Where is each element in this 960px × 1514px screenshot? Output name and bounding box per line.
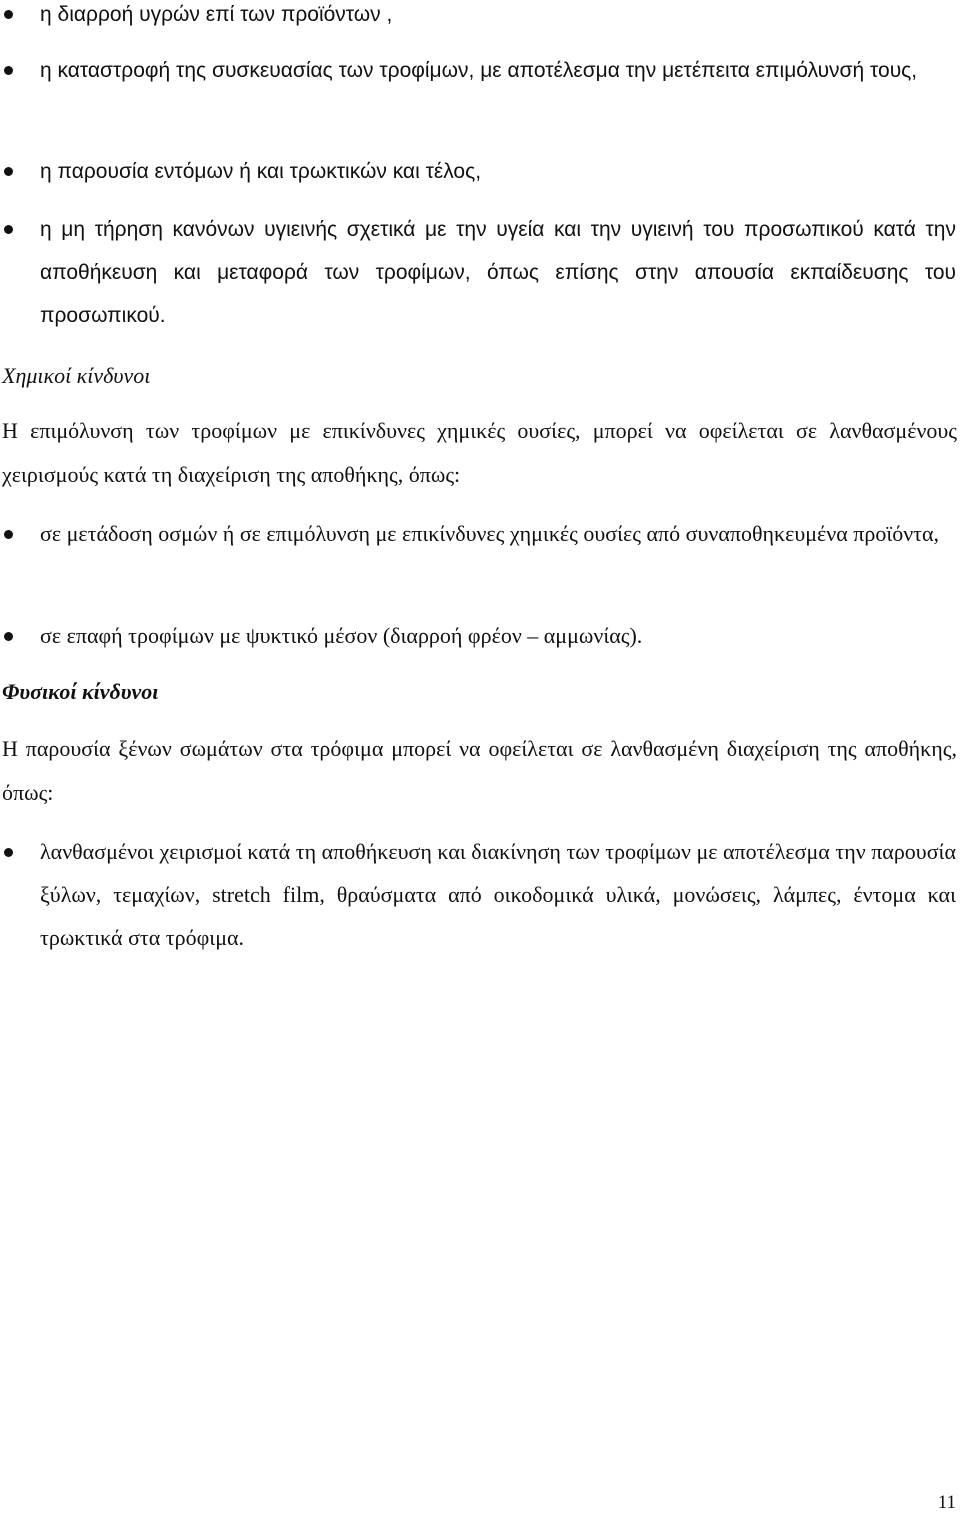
bullet-icon <box>4 225 13 234</box>
bullet-icon <box>4 66 13 75</box>
bullet-text: η καταστροφή της συσκευασίας των τροφίμων, με αποτέλεσμα την μετέπειτα επιμόλυνσή τους, <box>40 59 918 82</box>
list-item <box>0 614 958 658</box>
bullet-icon <box>4 167 13 176</box>
list-item <box>0 208 958 337</box>
bullet-text: σε επαφή τροφίμων με ψυκτικό μέσον (διαρροή φρέον – αμμωνίας). <box>40 623 643 648</box>
bullet-icon <box>4 632 13 641</box>
bullet-text: η μη τήρηση κανόνων υγιεινής σχετικά με την υγεία και την υγιεινή του προσωπικού κατά την αποθήκευση και μεταφορά των τροφίμων, όπως επίσης στην απουσία εκπαίδευσης του προσωπικού. <box>40 218 956 327</box>
list-item <box>0 150 958 193</box>
bullet-text: σε μετάδοση οσμών ή σε επιμόλυνση με επικίνδυνες χημικές ουσίες από συναποθηκευμένα προϊόντα, <box>40 521 940 546</box>
section-paragraph-physical: Η παρουσία ξένων σωμάτων στα τρόφιμα μπορεί να οφείλεται σε λανθασμένη διαχείριση της αποθήκης, όπως: <box>2 736 957 805</box>
bullet-icon <box>4 10 13 19</box>
bullet-icon <box>4 530 13 539</box>
bullet-text: η παρουσία εντόμων ή και τρωκτικών και τέλος, <box>40 160 482 183</box>
list-item <box>0 830 958 962</box>
bullet-icon <box>4 848 13 857</box>
section-paragraph-chemical: Η επιμόλυνση των τροφίμων με επικίνδυνες χημικές ουσίες, μπορεί να οφείλεται σε λανθασμένους χειρισμούς κατά τη διαχείριση της αποθήκης, όπως: <box>2 418 957 487</box>
list-item <box>0 512 958 600</box>
list-item <box>0 0 958 36</box>
section-heading-physical: Φυσικοί κίνδυνοι <box>2 679 159 704</box>
bullet-text: η διαρροή υγρών επί των προϊόντων , <box>40 3 393 26</box>
section-heading-chemical: Χημικοί κίνδυνοι <box>2 363 151 388</box>
bullet-text: λανθασμένοι χειρισμοί κατά τη αποθήκευση και διακίνηση των τροφίμων με αποτέλεσμα την παρουσία ξύλων, τεμαχίων, stretch film, θραύσματα από οικοδομικά υλικά, μονώσεις, λάμπες, έντομα και τρωκτικά στα τρόφιμα. <box>40 839 956 950</box>
page-number: 11 <box>937 1492 956 1513</box>
list-item <box>0 49 958 135</box>
